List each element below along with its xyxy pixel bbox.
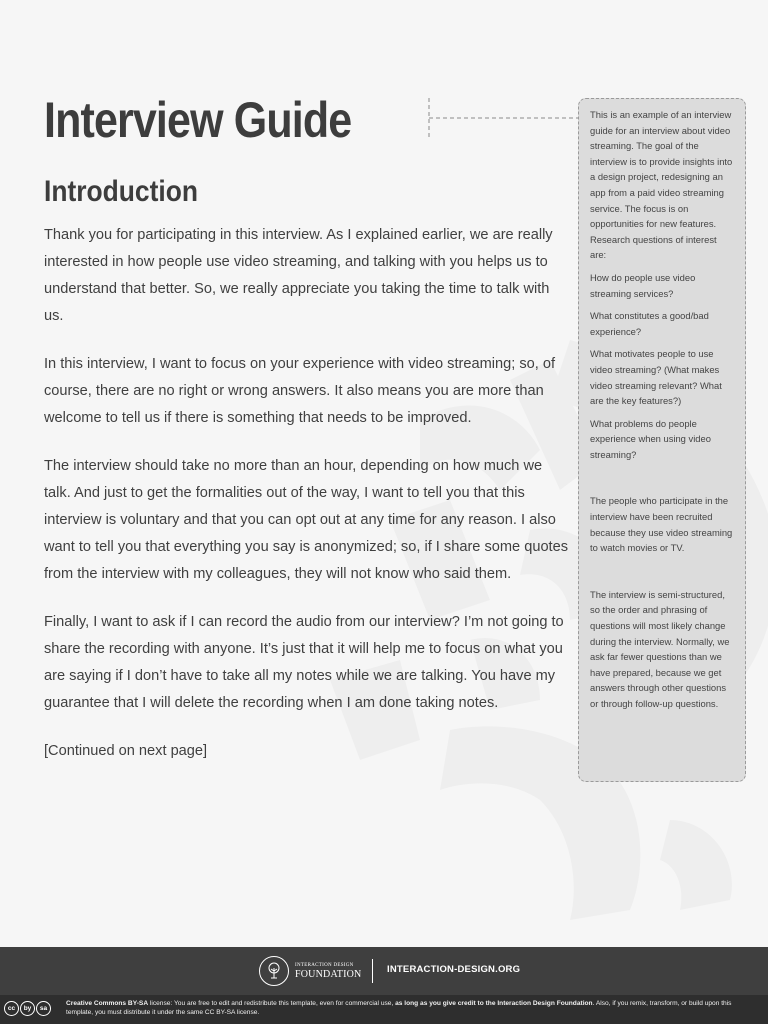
paragraph-thanks: Thank you for participating in this interview. As I explained earlier, we are really interested in how people use video streaming, and talking with you helps us to understand that better. So, we really appreciate you taking the time to talk with us. [44, 227, 553, 324]
footer-divider [372, 959, 373, 983]
logo-big-text: FOUNDATION [295, 969, 362, 980]
idf-logo[interactable] [259, 956, 361, 986]
sidenote-intro: This is an example of an interview guide for an interview about video streaming. The goal of the interview is to provide insights into a design project, redesigning an app from a paid video streaming service. The focus is on opportunities for new features. Research questions of interest are: [590, 109, 733, 261]
paragraph-recording: Finally, I want to ask if I can record the audio from our interview? I’m not going to share the recording with anyone. It’s just that it will help me to focus on what you are saying if I don’t have to take all my notes while we are talking. You have my guarantee that I will delete the recording when I am done taking notes. [44, 614, 564, 711]
sa-icon: sa [36, 1001, 51, 1016]
sidenote-question: What motivates people to use video streaming? (What makes video streaming relevant? What are the key features?) [590, 348, 722, 407]
page-title: Interview Guide [44, 92, 352, 148]
section-heading: Introduction [44, 175, 198, 208]
spacer [590, 469, 735, 493]
paragraph-formalities: The interview should take no more than an hour, depending on how much we talk. And just to get the formalities out of the way, I want to tell you that this interview is voluntary and that you can opt out at any time for any reason. I also want to tell you that everything you say is anonymized; so, if I share some quotes from the interview with my colleagues, they will not know who said them. [44, 458, 569, 582]
paragraph-focus: In this interview, I want to focus on your experience with video streaming; so, of course, there are no right or wrong answers. It also means you are more than welcome to tell us if there is something that needs to be improved. [44, 356, 556, 426]
license-bar [0, 995, 768, 1024]
sidenote-question: What constitutes a good/bad experience? [590, 310, 709, 337]
license-part2: . Also, if you remix, transform, or build upon this template, you must distribute it under the same CC BY-SA license. [66, 1000, 732, 1016]
tree-logo-icon [259, 956, 289, 986]
cc-badge[interactable] [4, 1001, 51, 1016]
footer-bar [0, 947, 768, 995]
document-body [44, 88, 572, 765]
side-note [578, 98, 746, 782]
continued-note: [Continued on next page] [44, 743, 208, 759]
license-part1: license: You are free to edit and redistribute this template, even for commercial use, [148, 1000, 396, 1007]
license-credit: as long as you give credit to the Interaction Design Foundation [395, 1000, 593, 1007]
spacer [590, 563, 735, 587]
website-link[interactable]: INTERACTION-DESIGN.ORG [387, 964, 521, 975]
sidenote-structure: The interview is semi-structured, so the order and phrasing of questions will most likely change during the interview. Normally, we ask far fewer questions than we have prepared, because we get answers through other questions or through follow-up questions. [590, 588, 730, 709]
logo-wordmark [295, 962, 361, 980]
sidenote-participants: The people who participate in the interview have been recruited because they use video streaming to watch movies or TV. [590, 495, 733, 554]
license-label: Creative Commons BY-SA [66, 1000, 149, 1007]
sidenote-question: What problems do people experience when using video streaming? [590, 417, 711, 460]
by-icon: by [20, 1001, 35, 1016]
license-text [66, 999, 756, 1017]
logo-small-text: INTERACTION DESIGN [295, 963, 354, 968]
sidenote-question: How do people use video streaming services? [590, 271, 696, 299]
cc-icon: cc [4, 1001, 19, 1016]
